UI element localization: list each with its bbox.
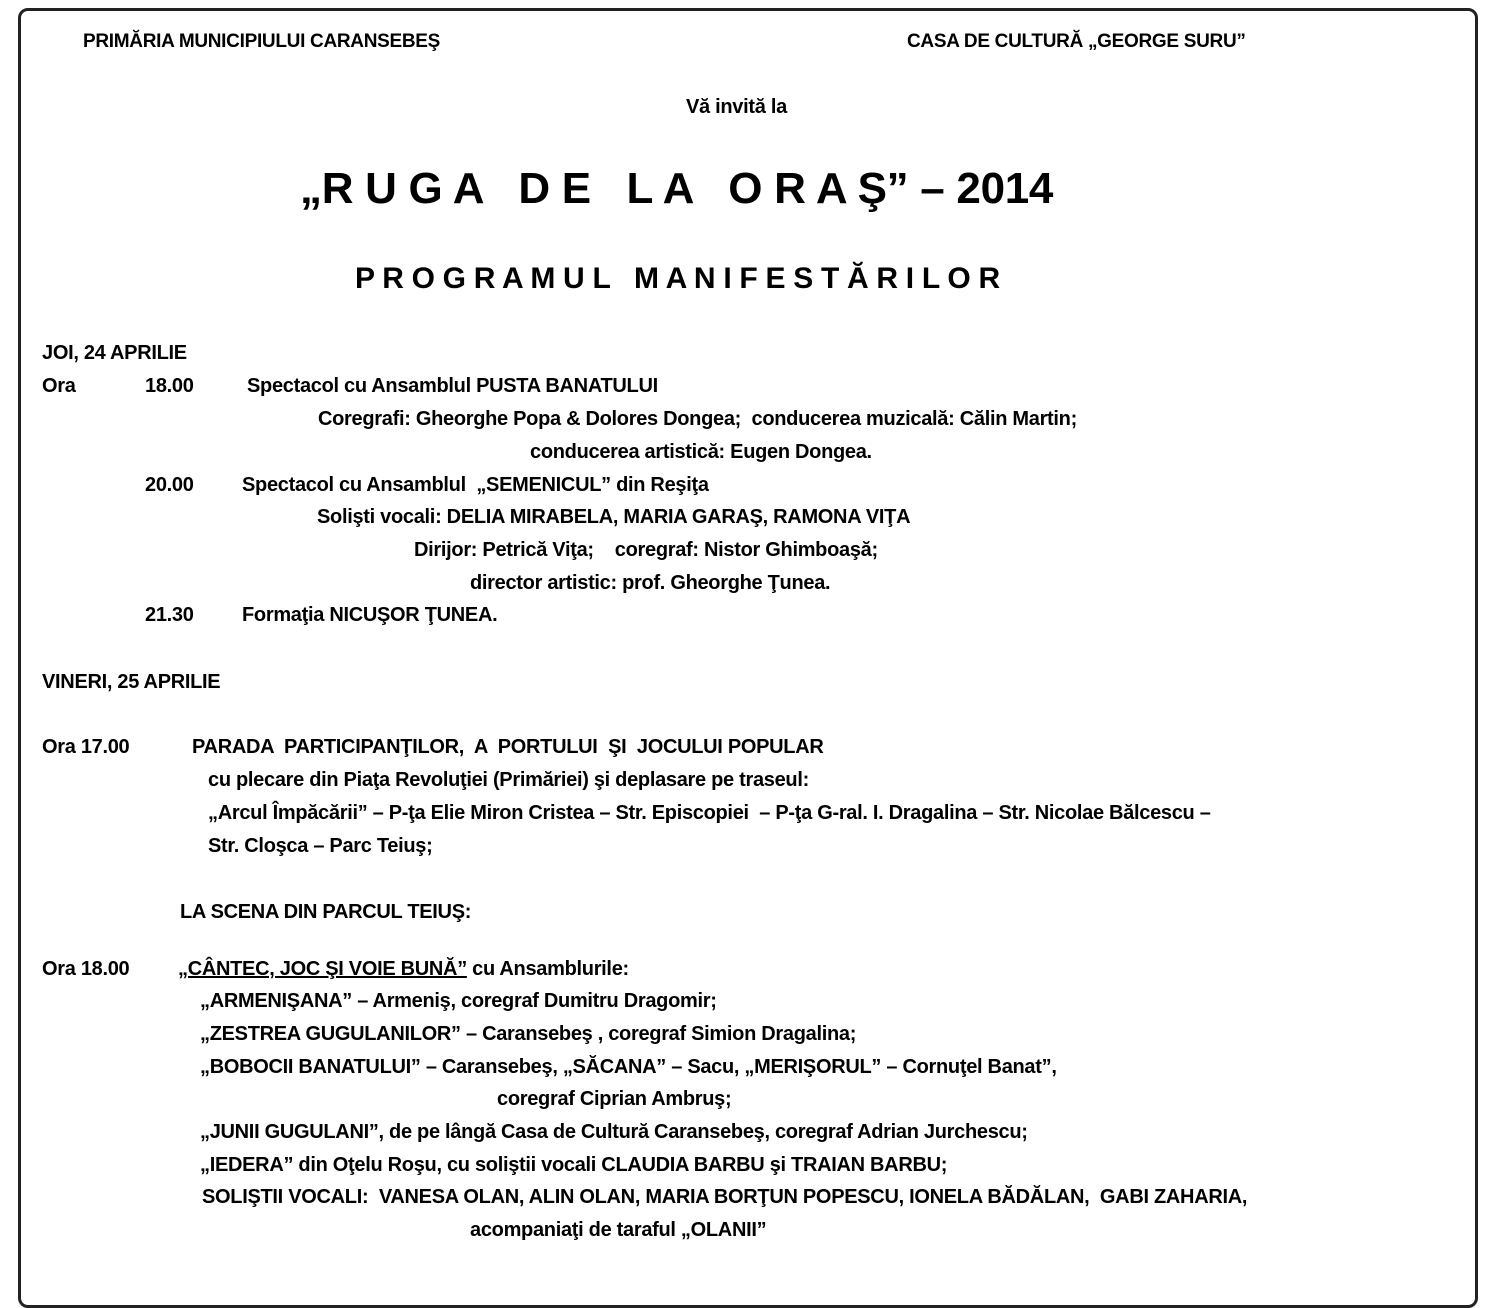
ensemble-iedera: „IEDERA” din Oţelu Roşu, cu soliştii vocali CLAUDIA BARBU şi TRAIAN BARBU; [200,1154,948,1176]
ensemble-zestrea: „ZESTREA GUGULANILOR” – Caransebeş , coregraf Simion Dragalina; [200,1023,857,1045]
day1-event2-line2: Solişti vocali: DELIA MIRABELA, MARIA GARAŞ, RAMONA VIŢA [317,506,911,528]
day2-show-title-line [178,959,629,979]
invite-text: Vă invită la [686,96,787,118]
ensemble-armenisana: „ARMENIŞANA” – Armeniş, coregraf Dumitru Dragomir; [200,990,717,1012]
day1-event2-line4: director artistic: prof. Gheorghe Ţunea. [470,572,831,594]
day1-event3-title: Formaţia NICUŞOR ŢUNEA. [242,604,498,626]
day2-parade-route: „Arcul Împăcării” – P-ţa Elie Miron Cristea – Str. Episcopiei – P-ţa G-ral. I. Dragalina – Str. Nicolae Bălcescu – [208,802,1211,824]
page-title: „R U G A D E L A O R A Ş” – 2014 [300,164,1054,213]
ensemble-bobocii: „BOBOCII BANATULUI” – Caransebeş, „SĂCANA” – Sacu, „MERIŞORUL” – Cornuţel Banat”, [200,1056,1057,1078]
day2-show-time: Ora 18.00 [42,958,130,980]
header-right: CASA DE CULTURĂ „GEORGE SURU” [907,31,1246,52]
day1-event1-title: Spectacol cu Ansamblul PUSTA BANATULUI [247,375,658,397]
day1-event2-time: 20.00 [145,474,194,496]
day1-event2-line3: Dirijor: Petrică Viţa; coregraf: Nistor Ghimboaşă; [414,539,878,561]
solisti-vocali: SOLIŞTII VOCALI: VANESA OLAN, ALIN OLAN, MARIA BORŢUN POPESCU, IONELA BĂDĂLAN, GABI ZAHARIA, [202,1186,1248,1208]
day1-ora-label: Ora [42,375,76,397]
day1-event1-time: 18.00 [145,375,194,397]
day1-event2-title: Spectacol cu Ansamblul „SEMENICUL” din Reşiţa [242,474,709,496]
day2-parade-time: Ora 17.00 [42,736,130,758]
header-left: PRIMĂRIA MUNICIPIULUI CARANSEBEŞ [83,31,441,52]
day1-event1-line2: Coregrafi: Gheorghe Popa & Dolores Dongea; conducerea muzicală: Călin Martin; [318,408,1077,430]
solisti-taraf: acompaniaţi de taraful „OLANII” [470,1219,767,1241]
day1-event1-line3: conducerea artistică: Eugen Dongea. [530,441,872,463]
day2-parade-title: PARADA PARTICIPANŢILOR, A PORTULUI ŞI JOCULUI POPULAR [192,736,824,758]
page-subtitle: P R O G R A M U L M A N I F E S T Ă R I L O R [355,262,1000,295]
ensemble-bobocii-coregraf: coregraf Ciprian Ambruş; [497,1088,732,1110]
day2-scene-heading: LA SCENA DIN PARCUL TEIUŞ: [180,901,472,923]
ensemble-junii: „JUNII GUGULANI”, de pe lângă Casa de Cultură Caransebeş, coregraf Adrian Jurchescu; [200,1121,1028,1143]
day2-heading: VINERI, 25 APRILIE [42,671,221,693]
day1-heading: JOI, 24 APRILIE [42,342,187,364]
day2-show-title-rest: cu Ansamblurile: [466,958,629,980]
day2-parade-line2: cu plecare din Piaţa Revoluţiei (Primăriei) şi deplasare pe traseul: [208,769,809,791]
day2-show-title: „CÂNTEC, JOC ŞI VOIE BUNĂ” [178,958,467,980]
day2-parade-route-end: Str. Cloşca – Parc Teiuş; [208,835,433,857]
day1-event3-time: 21.30 [145,604,194,626]
